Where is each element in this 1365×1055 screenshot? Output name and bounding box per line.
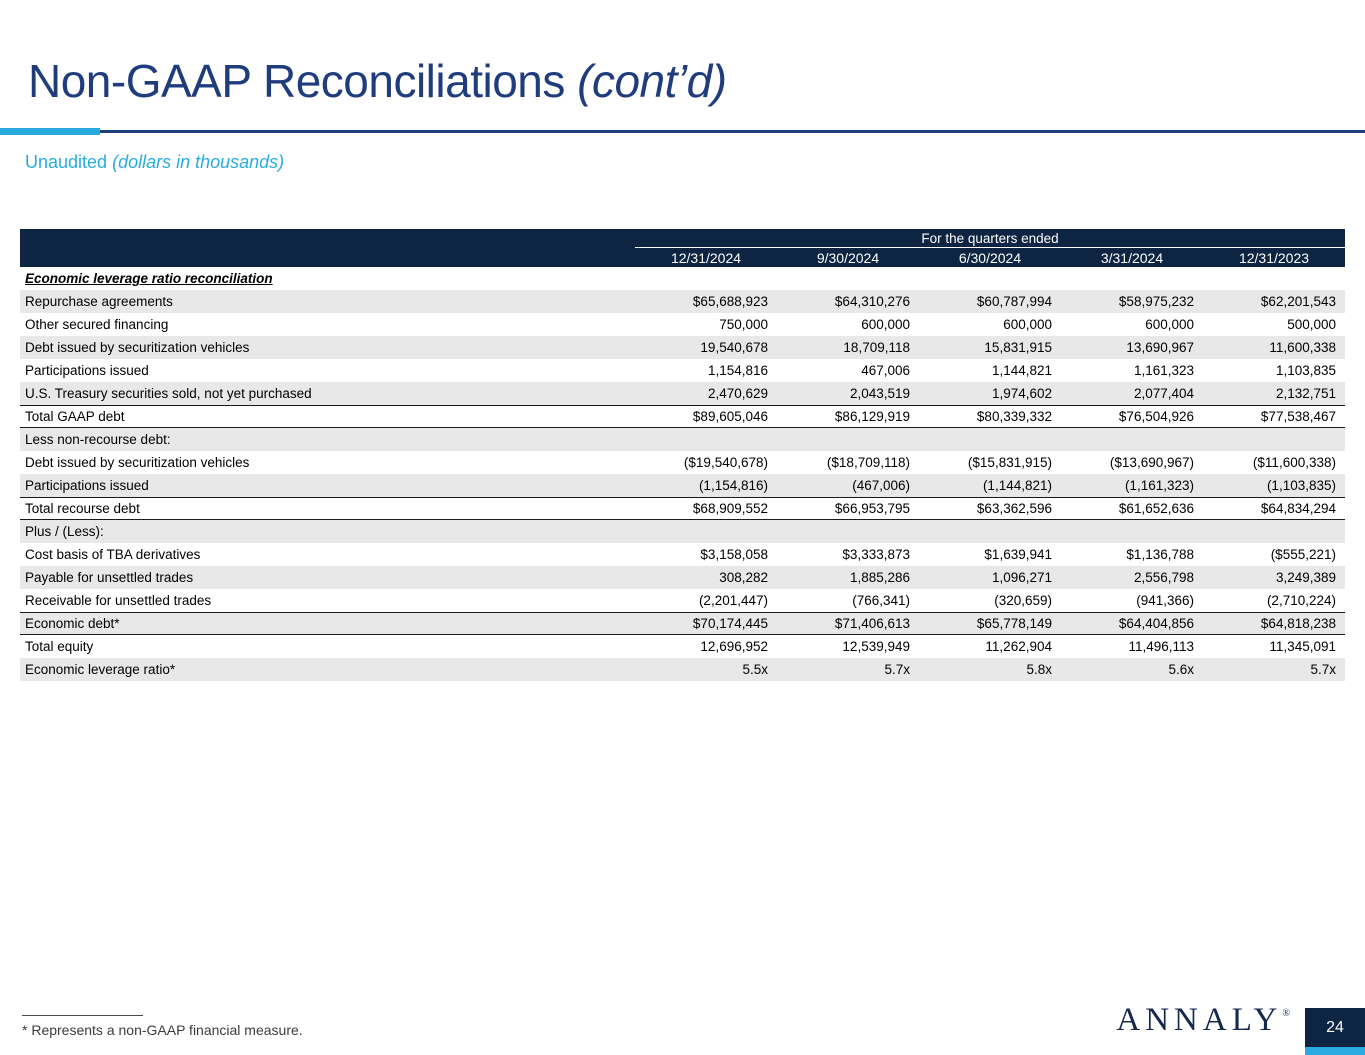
row-value: 11,262,904: [985, 639, 1052, 654]
table-row: [20, 566, 1345, 589]
row-value: $86,129,919: [834, 409, 910, 424]
row-value: 1,885,286: [849, 570, 910, 585]
row-value: 2,043,519: [849, 386, 910, 401]
table-row: [20, 612, 1345, 635]
row-value: 2,132,751: [1275, 386, 1336, 401]
annaly-logo: [1116, 1002, 1290, 1039]
row-value: 11,496,113: [1128, 639, 1194, 654]
column-header-date: 3/31/2024: [1100, 249, 1164, 266]
row-value: $70,174,445: [692, 616, 768, 631]
row-value: $64,818,238: [1260, 616, 1336, 631]
row-label: Economic debt*: [25, 616, 120, 631]
row-value: 5.7x: [884, 662, 910, 677]
page-title-italic: (cont’d): [577, 55, 727, 107]
row-value: (2,710,224): [1266, 593, 1336, 608]
row-value: $61,652,636: [1118, 501, 1194, 516]
row-value: $1,639,941: [984, 547, 1052, 562]
table-row: [20, 497, 1345, 520]
row-value: $3,158,058: [700, 547, 768, 562]
row-value: 600,000: [1145, 317, 1194, 332]
row-value: $64,310,276: [834, 294, 910, 309]
column-header-date: 9/30/2024: [816, 249, 880, 266]
row-value: (941,366): [1136, 593, 1194, 608]
row-value: 1,096,271: [991, 570, 1052, 585]
row-value: 1,154,816: [707, 363, 768, 378]
row-value: (1,144,821): [982, 478, 1052, 493]
table-row: [20, 290, 1345, 313]
row-value: 11,600,338: [1269, 340, 1336, 355]
row-value: $66,953,795: [834, 501, 910, 516]
page-title-regular: Non-GAAP Reconciliations: [28, 55, 578, 107]
page-number-box: [1305, 1008, 1365, 1047]
row-value: 12,539,949: [842, 639, 910, 654]
row-label: Payable for unsettled trades: [25, 570, 194, 585]
footnote: * Represents a non-GAAP financial measure.: [22, 1022, 303, 1038]
row-value: 12,696,952: [700, 639, 768, 654]
row-value: ($11,600,338): [1252, 455, 1336, 470]
row-value: (320,659): [994, 593, 1052, 608]
row-value: $58,975,232: [1118, 294, 1194, 309]
row-value: 600,000: [1003, 317, 1052, 332]
row-label: Participations issued: [25, 363, 149, 378]
row-value: $64,404,856: [1118, 616, 1194, 631]
row-value: $62,201,543: [1260, 294, 1336, 309]
row-label: Debt issued by securitization vehicles: [25, 340, 250, 355]
table-row: [20, 382, 1345, 405]
table-row: [20, 543, 1345, 566]
table-row: [20, 405, 1345, 428]
row-value: 13,690,967: [1126, 340, 1194, 355]
column-header-date: 12/31/2024: [670, 249, 742, 266]
row-value: (1,161,323): [1124, 478, 1194, 493]
table-row: [20, 428, 1345, 451]
row-value: 18,709,118: [843, 340, 910, 355]
table-header: [20, 229, 1345, 267]
annaly-logo-text: ANNALY: [1116, 1002, 1283, 1038]
row-value: ($15,831,915): [967, 455, 1052, 470]
table-row: [20, 589, 1345, 612]
row-value: (467,006): [852, 478, 910, 493]
table-header-spacer: [20, 229, 635, 267]
row-value: $89,605,046: [692, 409, 768, 424]
row-label: Other secured financing: [25, 317, 169, 332]
row-value: (1,103,835): [1266, 478, 1336, 493]
column-header-date: 12/31/2023: [1238, 249, 1310, 266]
title-divider: [0, 130, 1365, 133]
row-value: 3,249,389: [1275, 570, 1336, 585]
table-row: [20, 267, 1345, 290]
row-value: ($19,540,678): [683, 455, 768, 470]
footnote-rule: [22, 1015, 143, 1016]
page-title: [28, 56, 727, 107]
row-value: (1,154,816): [698, 478, 768, 493]
row-value: $63,362,596: [976, 501, 1052, 516]
row-value: 5.8x: [1026, 662, 1052, 677]
row-value: $65,688,923: [692, 294, 768, 309]
row-label: Cost basis of TBA derivatives: [25, 547, 201, 562]
row-value: 1,144,821: [991, 363, 1052, 378]
row-label: Total GAAP debt: [25, 409, 125, 424]
table-header-columns: [635, 229, 1345, 267]
row-value: 1,161,323: [1133, 363, 1194, 378]
table-row: [20, 359, 1345, 382]
row-label: Participations issued: [25, 478, 149, 493]
row-label: Economic leverage ratio*: [25, 662, 176, 677]
table-row: [20, 635, 1345, 658]
row-value: ($13,690,967): [1109, 455, 1194, 470]
row-value: $1,136,788: [1126, 547, 1194, 562]
row-value: 467,006: [861, 363, 910, 378]
row-label: U.S. Treasury securities sold, not yet purchased: [25, 386, 312, 401]
row-value: 2,077,404: [1133, 386, 1194, 401]
reconciliation-table: [20, 229, 1345, 681]
row-value: 750,000: [719, 317, 768, 332]
row-value: ($555,221): [1270, 547, 1336, 562]
row-value: $80,339,332: [976, 409, 1052, 424]
row-value: $68,909,552: [692, 501, 768, 516]
divider-accent-bar: [0, 128, 100, 135]
table-row: [20, 336, 1345, 359]
row-value: 11,345,091: [1269, 639, 1336, 654]
row-value: (2,201,447): [698, 593, 768, 608]
row-value: $77,538,467: [1260, 409, 1336, 424]
subtitle: [25, 152, 284, 173]
row-label: Less non-recourse debt:: [25, 432, 171, 447]
row-value: 15,831,915: [984, 340, 1052, 355]
row-value: 5.5x: [742, 662, 768, 677]
table-row: [20, 474, 1345, 497]
row-value: ($18,709,118): [826, 455, 910, 470]
table-row: [20, 520, 1345, 543]
quarters-ended-label: For the quarters ended: [635, 229, 1345, 248]
page-number-accent-bar: [1305, 1047, 1365, 1055]
row-label: Plus / (Less):: [25, 524, 104, 539]
table-row: [20, 451, 1345, 474]
row-value: 308,282: [719, 570, 768, 585]
row-label: Economic leverage ratio reconciliation: [25, 271, 273, 286]
row-value: $60,787,994: [976, 294, 1052, 309]
row-value: 2,470,629: [707, 386, 768, 401]
row-value: $3,333,873: [842, 547, 910, 562]
page-number: 24: [1326, 1018, 1344, 1036]
subtitle-regular: Unaudited: [25, 152, 113, 172]
row-label: Debt issued by securitization vehicles: [25, 455, 250, 470]
row-value: 500,000: [1287, 317, 1336, 332]
row-value: $76,504,926: [1118, 409, 1194, 424]
row-value: $65,778,149: [976, 616, 1052, 631]
row-value: 19,540,678: [700, 340, 768, 355]
row-label: Receivable for unsettled trades: [25, 593, 212, 608]
row-value: 1,103,835: [1275, 363, 1336, 378]
row-value: 1,974,602: [991, 386, 1052, 401]
subtitle-italic: (dollars in thousands): [112, 152, 285, 172]
row-label: Total equity: [25, 639, 94, 654]
table-body: [20, 267, 1345, 681]
table-row: [20, 313, 1345, 336]
row-value: 5.7x: [1310, 662, 1336, 677]
row-value: (766,341): [852, 593, 910, 608]
row-value: $64,834,294: [1260, 501, 1336, 516]
row-value: 2,556,798: [1133, 570, 1194, 585]
date-column-headers: [635, 248, 1345, 267]
registered-trademark-icon: ®: [1282, 1008, 1290, 1019]
row-label: Repurchase agreements: [25, 294, 173, 309]
row-value: $71,406,613: [834, 616, 910, 631]
table-row: [20, 658, 1345, 681]
row-value: 5.6x: [1168, 662, 1194, 677]
row-label: Total recourse debt: [25, 501, 140, 516]
column-header-date: 6/30/2024: [958, 249, 1022, 266]
row-value: 600,000: [861, 317, 910, 332]
